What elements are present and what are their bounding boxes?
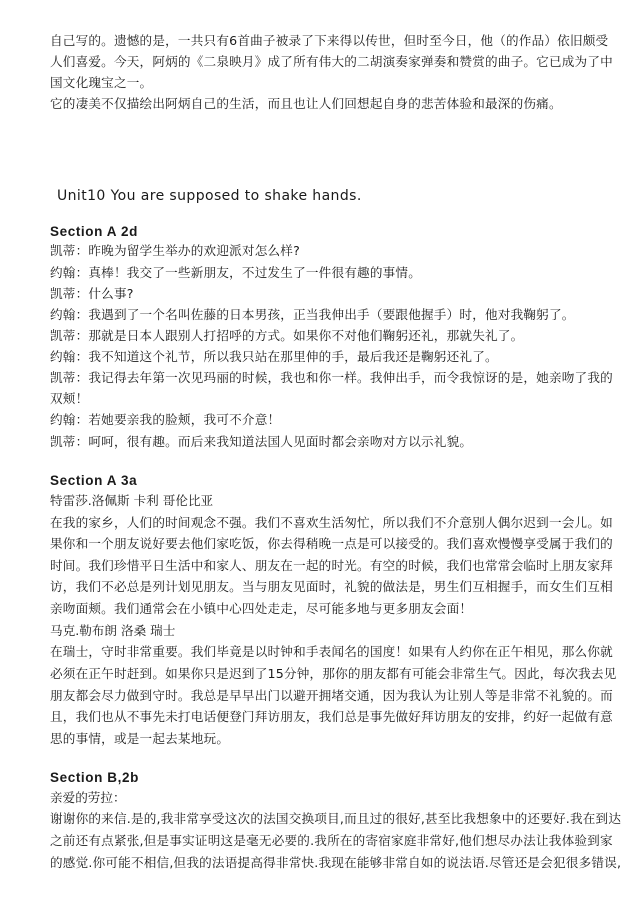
intro-line: 人们喜爱。今天，阿炳的《二泉映月》成了所有伟大的二胡演奏家弹奏和赞赏的曲子。它已成为了中 bbox=[50, 54, 613, 69]
paragraph-line: 亲吻面颊。我们通常会在小镇中心四处走走，尽可能多地与更多朋友会面！ bbox=[50, 601, 473, 616]
letter-line: 谢谢你的来信.是的,我非常享受这次的法国交换项目,而且过的很好,甚至比我想象中的还要好.我在到达 bbox=[50, 811, 622, 826]
letter-line: 之前还有点紧张,但是事实证明这是毫无必要的.我所在的寄宿家庭非常好,他们想尽办法让我体验到家 bbox=[50, 833, 613, 848]
speaker-name: 特雷莎.洛佩斯 卡利 哥伦比亚 bbox=[50, 493, 214, 508]
paragraph-line: 在瑞士，守时非常重要。我们毕竟是以时钟和手表闻名的国度！如果有人约你在正午相见，那么你就 bbox=[50, 644, 613, 659]
section-heading: Section A 2d bbox=[50, 224, 138, 239]
section-heading: Section B,2b bbox=[50, 770, 139, 785]
dialogue-line: 约翰：若她要亲我的脸颊，我可不介意！ bbox=[50, 412, 281, 427]
intro-line: 自己写的。遗憾的是，一共只有6首曲子被录了下来得以传世，但时至今日，他（的作品）依旧颇受 bbox=[50, 33, 609, 48]
paragraph-line: 访，我们不必总是列计划见朋友。当与朋友见面时，礼貌的做法是，男生们互相握手，而女生们互相 bbox=[50, 579, 613, 594]
dialogue-line: 凯蒂：昨晚为留学生举办的欢迎派对怎么样? bbox=[50, 243, 300, 258]
letter-greeting: 亲爱的劳拉： bbox=[50, 790, 126, 805]
speaker-name: 马克.勒布朗 洛桑 瑞士 bbox=[50, 623, 176, 638]
dialogue-line: 双颊！ bbox=[50, 391, 89, 406]
dialogue-line: 凯蒂：什么事? bbox=[50, 286, 134, 301]
paragraph-line: 必须在正午时赶到。如果你只是迟到了15分钟，那你的朋友都有可能会非常生气。因此，每次我去见 bbox=[50, 666, 617, 681]
dialogue-line: 约翰：真棒！我交了一些新朋友，不过发生了一件很有趣的事情。 bbox=[50, 265, 422, 280]
paragraph-line: 思的事情，或是一起去某地玩。 bbox=[50, 731, 230, 746]
intro-line: 它的凄美不仅描绘出阿炳自己的生活，而且也让人们回想起自身的悲苦体验和最深的伤痛。 bbox=[50, 96, 562, 111]
dialogue-line: 凯蒂：那就是日本人跟别人打招呼的方式。如果你不对他们鞠躬还礼，那就失礼了。 bbox=[50, 328, 524, 343]
dialogue-line: 凯蒂：我记得去年第一次见玛丽的时候，我也和你一样。我伸出手，而令我惊讶的是，她亲吻了我的 bbox=[50, 370, 613, 385]
paragraph-line: 且，我们也从不事先未打电话便登门拜访朋友，我们总是事先做好拜访朋友的安排，约好一起做有意 bbox=[50, 709, 613, 724]
paragraph-line: 朋友都会尽力做到守时。我总是早早出门以避开拥堵交通，因为我认为让别人等是非常不礼貌的。而 bbox=[50, 688, 613, 703]
dialogue-line: 约翰：我不知道这个礼节，所以我只站在那里伸的手，最后我还是鞠躬还礼了。 bbox=[50, 349, 498, 364]
intro-line: 国文化瑰宝之一。 bbox=[50, 75, 153, 90]
dialogue-line: 约翰：我遇到了一个名叫佐藤的日本男孩，正当我伸出手（要跟他握手）时，他对我鞠躬了。 bbox=[50, 307, 575, 322]
section-heading: Section A 3a bbox=[50, 473, 138, 488]
letter-line: 的感觉.你可能不相信,但我的法语提高得非常快.我现在能够非常自如的说法语.尽管还是会犯很多错误, bbox=[50, 855, 622, 870]
dialogue-line: 凯蒂：呵呵，很有趣。而后来我知道法国人见面时都会亲吻对方以示礼貌。 bbox=[50, 434, 473, 449]
paragraph-line: 时间。我们珍惜平日生活中和家人、朋友在一起的时光。有空的时候，我们也常常会临时上朋友家拜 bbox=[50, 558, 613, 573]
unit-title: Unit10 You are supposed to shake hands. bbox=[57, 188, 362, 204]
paragraph-line: 在我的家乡，人们的时间观念不强。我们不喜欢生活匆忙，所以我们不介意别人偶尔迟到一会儿。如 bbox=[50, 515, 613, 530]
paragraph-line: 果你和一个朋友说好要去他们家吃饭，你去得稍晚一点是可以接受的。我们喜欢慢慢享受属于我们的 bbox=[50, 536, 613, 551]
